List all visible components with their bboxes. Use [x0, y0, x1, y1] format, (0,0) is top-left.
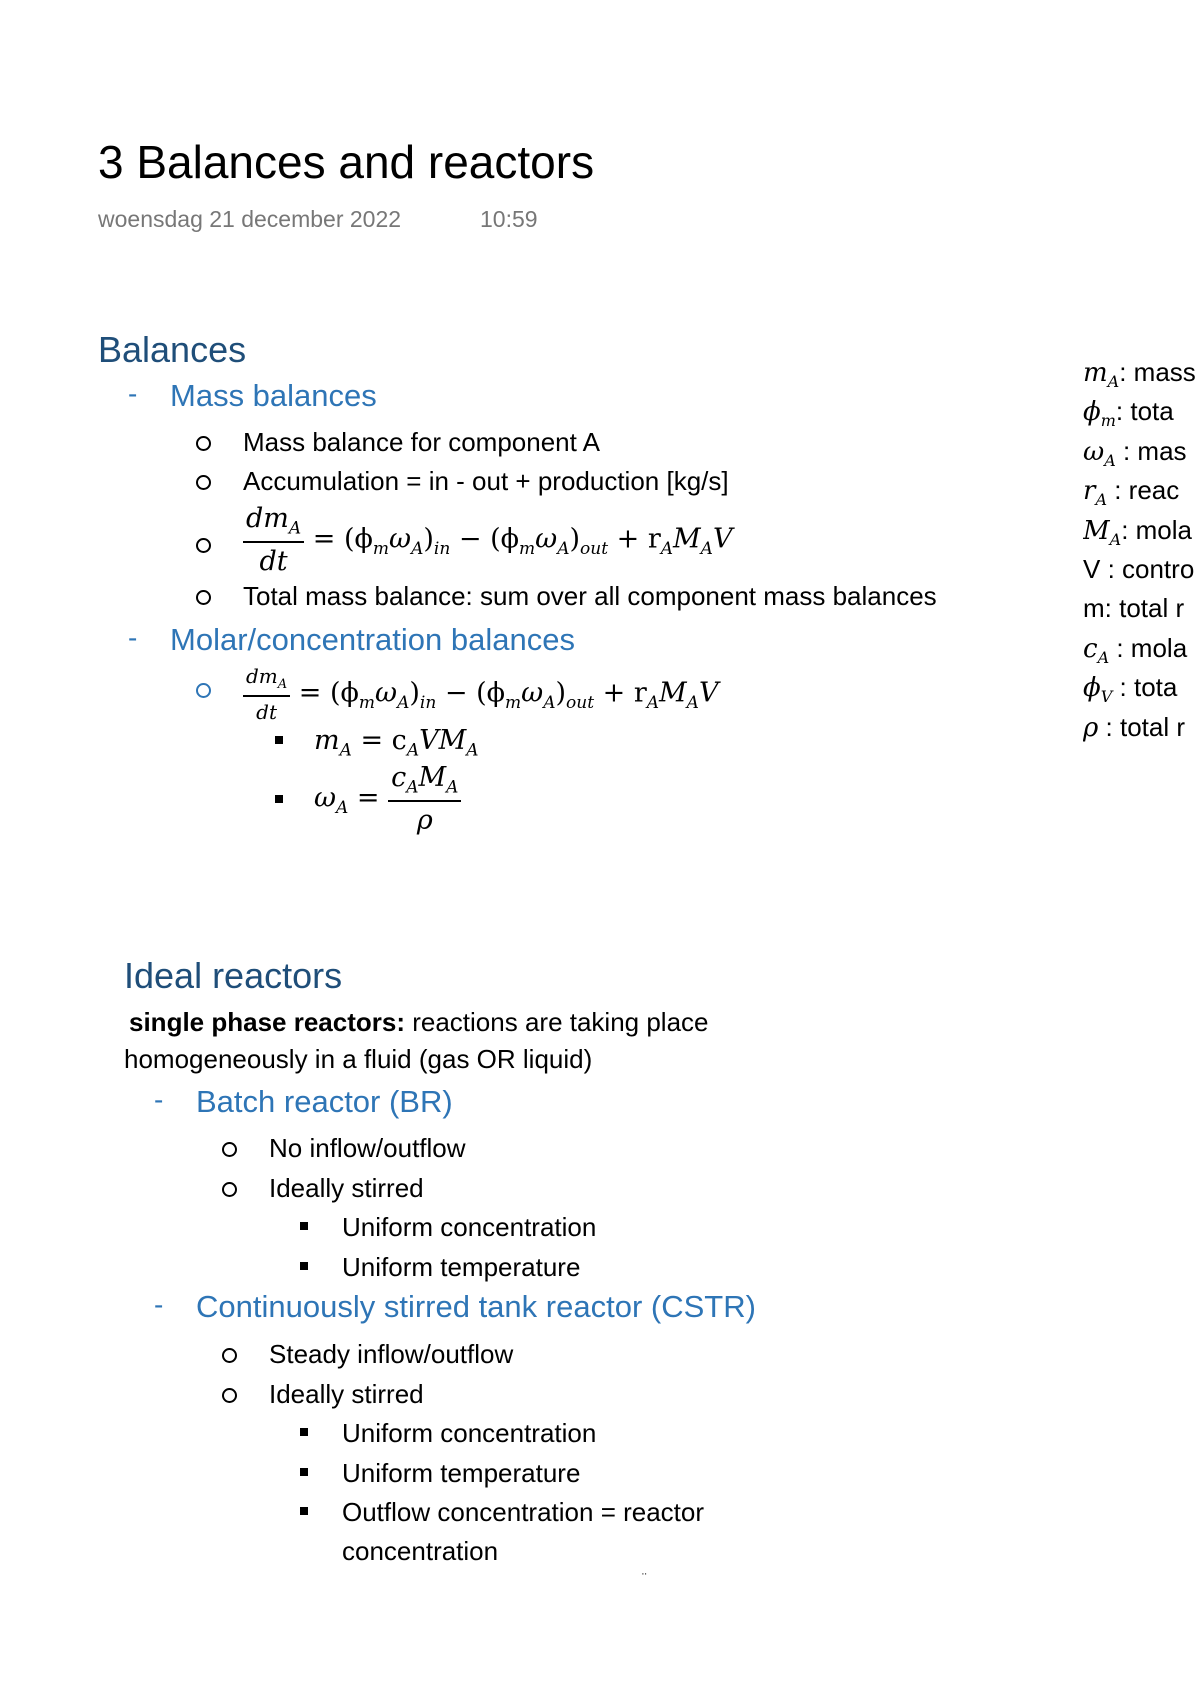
circle-bullet: [222, 1348, 237, 1363]
molar-balance-equation: $\frac{dm_A}{dt}$ = $(\phi_m\omega_A)_{in} - (\phi_m\omega_A)_{out} + r_AM_AV$: [243, 664, 718, 724]
legend-text: : mola: [1121, 514, 1192, 545]
cstr-sub-2: Uniform temperature: [342, 1458, 581, 1488]
circle-bullet: [196, 590, 211, 605]
legend-symbol: ρ: [1083, 712, 1099, 743]
mass-balance-equation: $\frac{dm_A}{dt}$ = $(\phi_m\omega_A)_{in} - (\phi_m\omega_A)_{out} + r_AM_AV$: [243, 503, 732, 577]
legend-row: [1083, 672, 1200, 711]
legend-symbol: ϕ: [1083, 673, 1101, 704]
square-bullet: [275, 795, 283, 803]
page-date: woensdag 21 december 2022: [98, 206, 402, 232]
legend-row: [1083, 475, 1200, 514]
molar-balances-heading: Molar/concentration balances: [170, 622, 575, 657]
circle-bullet: [196, 538, 211, 553]
cstr-item-1: Steady inflow/outflow: [269, 1339, 514, 1369]
br-sub-1: Uniform concentration: [342, 1212, 597, 1242]
legend-subscript: V: [1100, 687, 1113, 707]
legend-text: : mola: [1109, 632, 1188, 663]
legend-text: : mas: [1115, 435, 1187, 466]
legend-subscript: A: [1097, 647, 1110, 667]
legend-symbol: r: [1083, 476, 1096, 507]
legend-row: [1083, 712, 1200, 751]
legend-text: : tota: [1115, 396, 1174, 427]
square-bullet: [300, 1507, 308, 1515]
legend-subscript: A: [1104, 450, 1116, 470]
cstr-sub-3-cont: concentration: [342, 1536, 499, 1566]
br-sub-2: Uniform temperature: [342, 1252, 581, 1282]
square-bullet: [275, 736, 283, 744]
legend-symbol: M: [1083, 515, 1110, 546]
br-item-1: No inflow/outflow: [269, 1133, 466, 1163]
legend-symbol: m: [1083, 358, 1108, 388]
legend-text: : reac: [1107, 475, 1180, 506]
circle-bullet: [196, 683, 211, 698]
page-time: 10:59: [480, 206, 538, 232]
mass-item-2: Accumulation = in - out + production [kg/s]: [243, 466, 729, 496]
batch-reactor-heading: Batch reactor (BR): [196, 1084, 453, 1119]
cstr-sub-3: Outflow concentration = reactor: [342, 1497, 705, 1527]
circle-bullet: [196, 436, 211, 451]
mass-item-1: Mass balance for component A: [243, 427, 600, 457]
reactors-intro-line2: homogeneously in a fluid (gas OR liquid): [124, 1044, 593, 1074]
mass-balances-heading: Mass balances: [170, 378, 377, 413]
dash-bullet: -: [128, 378, 138, 409]
page-title: 3 Balances and reactors: [98, 136, 595, 188]
derivative-fraction: $\frac{dm_A}{dt}$: [243, 503, 304, 577]
legend-symbol: ϕ: [1083, 397, 1101, 428]
legend-row: [1083, 515, 1200, 554]
circle-bullet: [222, 1142, 237, 1157]
legend-row: [1083, 554, 1200, 593]
legend-text: : total r: [1098, 711, 1185, 742]
legend-row: [1083, 357, 1200, 396]
cstr-heading: Continuously stirred tank reactor (CSTR): [196, 1289, 756, 1324]
square-bullet: [300, 1428, 308, 1436]
dash-bullet: -: [154, 1084, 164, 1115]
legend-symbol: c: [1083, 633, 1098, 664]
legend-row: [1083, 436, 1200, 475]
dash-bullet: -: [154, 1289, 164, 1320]
legend-text: : tota: [1112, 672, 1178, 703]
legend-subscript: m: [1100, 411, 1116, 431]
square-bullet: [300, 1262, 308, 1270]
square-bullet: [300, 1468, 308, 1476]
balances-heading: Balances: [98, 329, 247, 370]
mass-fraction: $\frac{c_AM_A}{\rho}$: [388, 762, 461, 836]
circle-bullet: [222, 1182, 237, 1197]
circle-bullet: [222, 1388, 237, 1403]
reactors-intro: [129, 1007, 709, 1038]
legend-subscript: A: [1109, 529, 1122, 549]
br-item-2: Ideally stirred: [269, 1173, 424, 1203]
page-marker: ¨: [642, 1570, 647, 1586]
legend-text: m: total r: [1083, 593, 1185, 624]
mass-fraction-relation: $\omega_A$ = $\frac{c_AM_A}{\rho}$: [314, 762, 461, 836]
intro-bold: single phase reactors:: [129, 1007, 405, 1037]
mass-concentration-relation: $m_A = c_AVM_A$: [314, 725, 479, 761]
derivative-fraction: $\frac{dm_A}{dt}$: [243, 664, 290, 724]
cstr-item-2: Ideally stirred: [269, 1379, 424, 1409]
dash-bullet: -: [128, 622, 138, 653]
legend-text: V : contro: [1083, 553, 1195, 584]
cstr-sub-1: Uniform concentration: [342, 1418, 597, 1448]
ideal-reactors-heading: Ideal reactors: [124, 955, 343, 996]
mass-item-3: Total mass balance: sum over all component mass balances: [243, 581, 937, 611]
square-bullet: [300, 1222, 308, 1230]
circle-bullet: [196, 475, 211, 490]
intro-rest: reactions are taking place: [405, 1007, 709, 1037]
legend-row: [1083, 396, 1200, 435]
legend-row: [1083, 593, 1200, 632]
legend-text: : mass: [1119, 357, 1196, 387]
symbol-legend: [1083, 357, 1200, 751]
legend-subscript: A: [1107, 372, 1120, 392]
legend-symbol: ω: [1083, 436, 1105, 467]
legend-subscript: A: [1095, 490, 1107, 510]
legend-row: [1083, 633, 1200, 672]
